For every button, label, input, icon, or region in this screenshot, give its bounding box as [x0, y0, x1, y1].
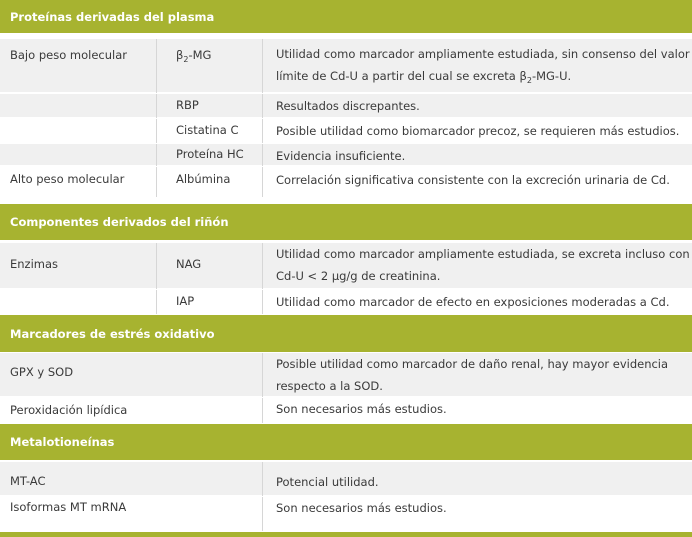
category-cell	[0, 144, 156, 166]
table-row-isoformas	[0, 497, 692, 531]
note-cell	[262, 243, 692, 289]
table-row-alto-peso	[0, 167, 692, 197]
note-text: Evidencia insuficiente.	[276, 149, 406, 163]
category-cell	[0, 39, 156, 93]
table-row-peroxidacion	[0, 398, 692, 423]
marker-label: IAP	[176, 294, 195, 308]
section-header-oxidative-stress	[0, 315, 692, 352]
section-header-kidney-components	[0, 204, 692, 240]
category-cell	[0, 497, 156, 531]
note-line	[276, 65, 692, 92]
marker-cell	[156, 167, 262, 197]
marker-label: Proteína HC	[176, 147, 244, 161]
category-cell	[0, 353, 156, 397]
section-header-metallothioneins	[0, 424, 692, 460]
marker-label: RBP	[176, 98, 199, 112]
table-row-rbp	[0, 94, 692, 118]
category-cell	[0, 94, 156, 118]
marker-label: Cistatina C	[176, 123, 239, 137]
note-cell	[262, 94, 692, 118]
marker-cell	[156, 39, 262, 93]
category-cell	[0, 462, 156, 496]
note-text: Potencial utilidad.	[276, 475, 379, 489]
table-row-cistatina	[0, 119, 692, 143]
note-text-suffix: -MG-U.	[531, 69, 572, 83]
category-cell	[0, 119, 156, 143]
category-cell	[0, 243, 156, 289]
marker-label-suffix: -MG	[188, 48, 212, 62]
marker-cell	[156, 94, 262, 118]
category-label: Alto peso molecular	[10, 172, 125, 186]
category-label: GPX y SOD	[10, 365, 74, 379]
table-row-mtac	[0, 462, 692, 496]
table-row-proteina-hc	[0, 144, 692, 166]
category-label: Bajo peso molecular	[10, 48, 127, 62]
category-label: MT-AC	[10, 474, 46, 488]
marker-label: Albúmina	[176, 172, 231, 186]
marker-label: β	[176, 48, 184, 62]
table-row-enzimas	[0, 243, 692, 289]
category-cell	[0, 167, 156, 197]
table-row-gpx	[0, 353, 692, 397]
category-cell	[0, 290, 156, 314]
marker-cell	[156, 119, 262, 143]
note-text: Son necesarios más estudios.	[276, 402, 447, 416]
section-title: Marcadores de estrés oxidativo	[10, 326, 215, 341]
section-title: Proteínas derivadas del plasma	[10, 9, 215, 24]
marker-cell	[156, 290, 262, 314]
category-label: Peroxidación lipídica	[10, 403, 128, 417]
category-cell	[0, 398, 156, 423]
note-line: Utilidad como marcador ampliamente estudiada, sin consenso del valor	[276, 47, 690, 61]
marker-cell	[156, 144, 262, 166]
note-cell	[262, 398, 692, 423]
note-cell	[262, 144, 692, 166]
section-header-plasma-proteins	[0, 0, 692, 33]
note-cell	[262, 167, 692, 197]
note-text: Son necesarios más estudios.	[276, 501, 447, 515]
note-line: Posible utilidad como marcador de daño renal, hay mayor evidencia	[276, 357, 669, 371]
note-line: respecto a la SOD.	[276, 379, 383, 393]
note-text: límite de Cd-U a partir del cual se excreta β	[276, 69, 527, 83]
note-cell	[262, 39, 692, 93]
note-text: Resultados discrepantes.	[276, 99, 420, 113]
note-cell	[262, 119, 692, 143]
note-line: Cd-U < 2 μg/g de creatinina.	[276, 269, 441, 283]
note-line: Utilidad como marcador ampliamente estudiada, se excreta incluso con	[276, 247, 690, 261]
section-title: Componentes derivados del riñón	[10, 215, 229, 229]
section-title: Metalotioneínas	[10, 435, 115, 449]
table-row-iap	[0, 290, 692, 314]
category-label: Isoformas MT mRNA	[10, 500, 127, 514]
note-cell	[262, 462, 692, 496]
marker-subscript: 2	[183, 55, 189, 64]
note-cell	[262, 290, 692, 314]
marker-label: NAG	[176, 257, 202, 271]
note-cell	[262, 353, 692, 397]
note-text: Posible utilidad como biomarcador precoz, se requieren más estudios.	[276, 124, 680, 138]
note-cell	[262, 497, 692, 531]
marker-cell	[156, 243, 262, 289]
bottom-border	[0, 532, 692, 537]
note-subscript: 2	[526, 76, 532, 85]
note-text: Correlación significativa consistente con la excreción urinaria de Cd.	[276, 173, 670, 187]
table-row-bajo-peso	[0, 39, 692, 93]
category-label: Enzimas	[10, 257, 59, 271]
note-text: Utilidad como marcador de efecto en exposiciones moderadas a Cd.	[276, 295, 670, 309]
